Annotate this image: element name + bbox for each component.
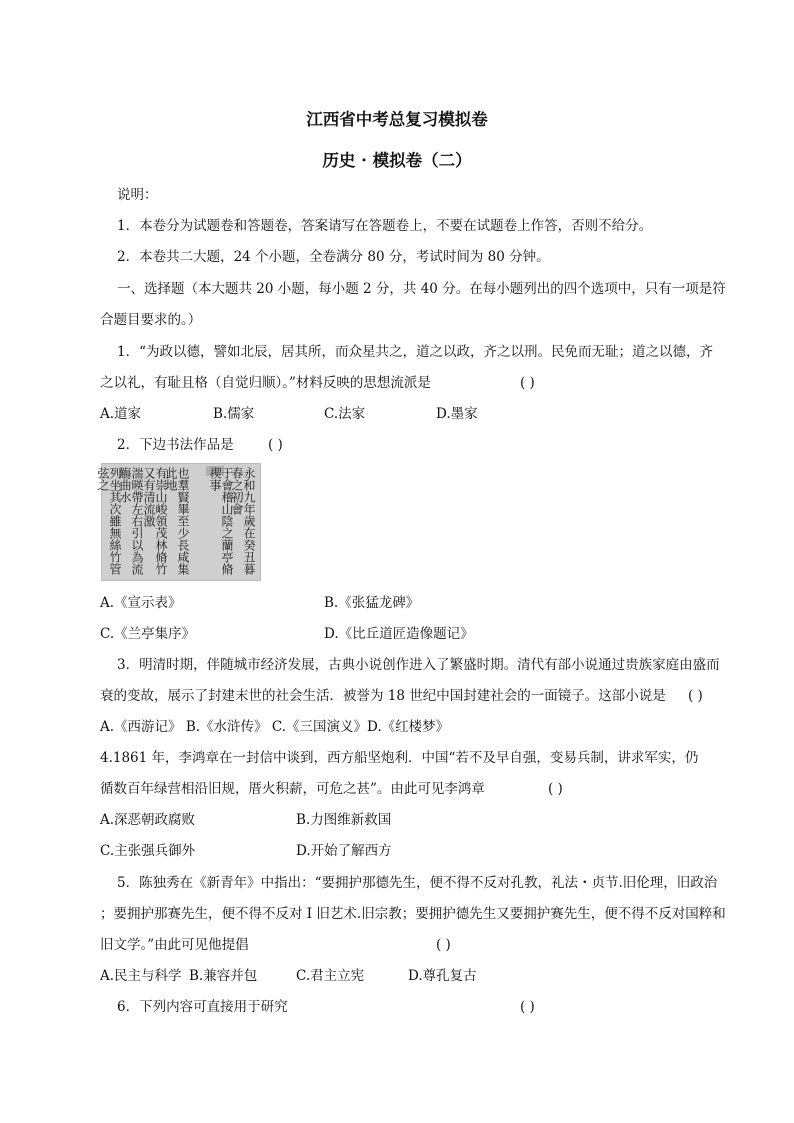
q5-line-3: 旧文学。”由此可见他提倡 bbox=[100, 937, 249, 953]
instructions-label: 说明： bbox=[117, 187, 158, 203]
calligraphy-column: 湍暎帶左右引以為流觴曲水 bbox=[118, 467, 144, 575]
calligraphy-column: 也羣賢畢至少長咸集此地 bbox=[164, 467, 190, 575]
q4-option-c: C.主张强兵御外 bbox=[100, 843, 196, 859]
q1-option-b: B.儒家 bbox=[213, 406, 255, 422]
page-subtitle: 历史 · 模拟卷（二） bbox=[322, 151, 472, 170]
q1-option-a: A.道家 bbox=[100, 406, 142, 422]
q3-line-2: 衰的变故，展示了封建末世的社会生活．被誉为 18 世纪中国封建社会的一面镜子。这部小说是 bbox=[100, 688, 666, 704]
q5-line-1: 5．陈独秀在《新青年》中指出：“要拥护那德先生，便不得不反对孔教，礼法・贞节.旧伦理，旧政治 bbox=[117, 875, 718, 891]
q2-option-b: B.《张猛龙碑》 bbox=[324, 595, 420, 611]
q4-line-1: 4.1861 年，李鸿章在一封信中谈到，西方船坚炮利．中国“若不及早自强，变易兵制，讲求军实，仍 bbox=[100, 750, 699, 766]
q2-line-1: 2．下边书法作品是 bbox=[117, 437, 234, 453]
q6-line-1: 6．下列内容可直接用于研究 bbox=[117, 999, 288, 1015]
q5-option-a: A.民主与科学 bbox=[100, 968, 182, 984]
q6-answer-paren: ( ) bbox=[520, 999, 535, 1015]
q2-option-a: A.《宣示表》 bbox=[100, 595, 182, 611]
calligraphy-column: 于會稽山陰之蘭亭脩禊事 bbox=[208, 467, 234, 575]
calligraphy-column: 有崇山峻領茂林脩竹又有清流激 bbox=[142, 467, 168, 575]
section-heading-line-2: 合题目要求的。） bbox=[100, 312, 202, 328]
q3-answer-paren: ( ) bbox=[688, 688, 703, 704]
q5-option-c: C.君主立宪 bbox=[296, 968, 365, 984]
q2-option-c: C.《兰亭集序》 bbox=[100, 626, 196, 642]
q1-answer-paren: ( ) bbox=[520, 375, 535, 391]
q5-line-2: ；要拥护那赛先生，便不得不反对 I 旧艺术.旧宗教；要拥护德先生又要拥护赛先生，便不得不反对国粹和 bbox=[100, 906, 726, 922]
q3-options: A.《西游记》 B.《水浒传》 C.《三国演义》D.《红楼梦》 bbox=[100, 719, 450, 735]
q3-line-1: 3．明清时期，伴随城市经济发展，古典小说创作进入了繁盛时期。清代有部小说通过贵族家庭由盛而 bbox=[117, 657, 720, 673]
q2-answer-paren: ( ) bbox=[268, 437, 283, 453]
q1-line-2: 之以礼，有耻且格（自觉归顺）。”材料反映的思想流派是 bbox=[100, 375, 431, 391]
q4-option-d: D.开始了解西方 bbox=[296, 843, 392, 859]
page-title: 江西省中考总复习模拟卷 bbox=[306, 110, 488, 129]
q5-option-b: B.兼容并包 bbox=[189, 968, 258, 984]
section-heading-line-1: 一、选择题（本大题共 20 小题，每小题 2 分，共 40 分。在每小题列出的四个选项中，只有一项是符 bbox=[117, 281, 726, 297]
q4-answer-paren: ( ) bbox=[548, 781, 563, 797]
instructions-line-2: 2．本卷共二大题，24 个小题，全卷满分 80 分，考试时间为 80 分钟。 bbox=[117, 249, 550, 265]
q1-option-c: C.法家 bbox=[324, 406, 366, 422]
q1-option-d: D.墨家 bbox=[436, 406, 478, 422]
q5-option-d: D.尊孔复古 bbox=[408, 968, 477, 984]
calligraphy-image bbox=[96, 463, 261, 581]
instructions-line-1: 1．本卷分为试题卷和答题卷，答案请写在答题卷上，不要在试题卷上作答，否则不给分。 bbox=[117, 218, 653, 234]
q4-option-a: A.深恶朝政腐败 bbox=[100, 812, 196, 828]
q4-option-b: B.力图维新救国 bbox=[296, 812, 392, 828]
calligraphy-column: 列坐其次雖無絲竹管弦之 bbox=[96, 467, 122, 575]
q2-option-d: D.《比丘道匠造像题记》 bbox=[324, 626, 474, 642]
q5-answer-paren: ( ) bbox=[436, 937, 451, 953]
calligraphy-column: 永和九年歲在癸丑暮春之初會 bbox=[230, 467, 256, 575]
q4-line-2: 循数百年绿营相沿旧规，厝火积薪，可危之甚”。由此可见李鸿章 bbox=[100, 781, 485, 797]
q1-line-1: 1．“为政以德，譬如北辰，居其所，而众星共之，道之以政，齐之以刑。民免而无耻；道之以德，齐 bbox=[117, 344, 713, 360]
